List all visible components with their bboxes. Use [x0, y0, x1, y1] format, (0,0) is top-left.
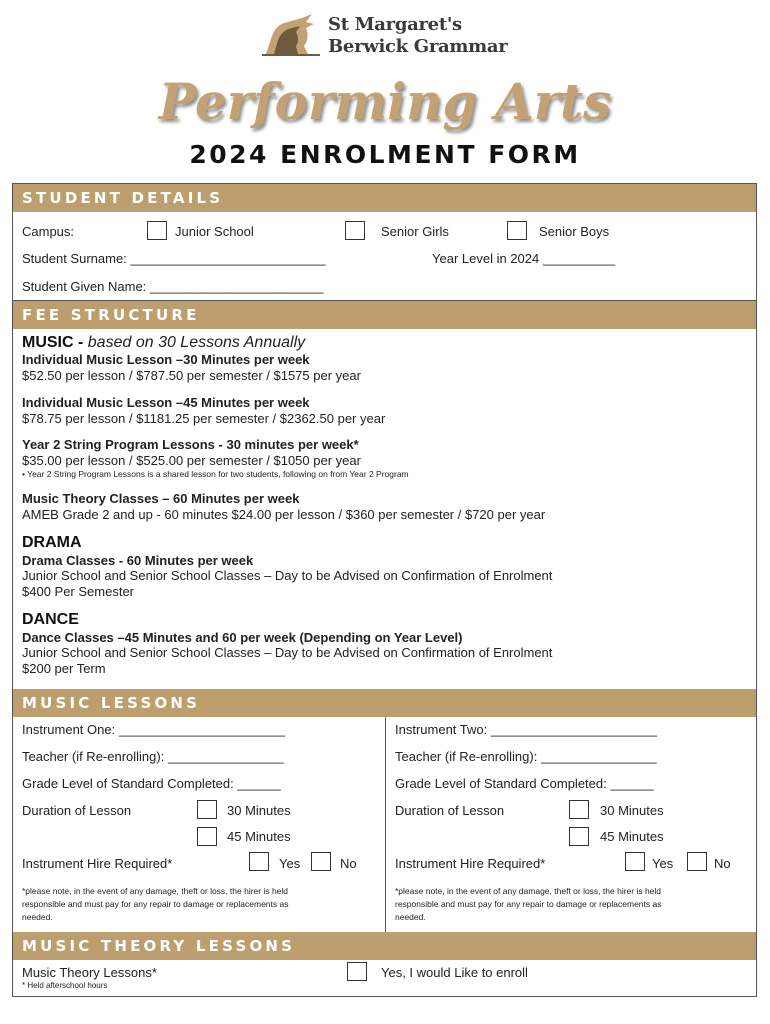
student-given-name-field[interactable]: Student Given Name: ________________________ [22, 279, 324, 294]
teacher-field-right[interactable]: Teacher (if Re-enrolling): ________________ [395, 749, 657, 764]
campus-senior-girls-checkbox[interactable] [345, 221, 365, 240]
instrument-two-field[interactable]: Instrument Two: _______________________ [395, 722, 658, 737]
grade-field-left[interactable]: Grade Level of Standard Completed: ______ [22, 776, 281, 791]
campus-junior-checkbox[interactable] [147, 221, 167, 240]
drama-line: Junior School and Senior School Classes – Day to be Advised on Confirmation of Enrolment [22, 568, 553, 583]
grade-field-right[interactable]: Grade Level of Standard Completed: ______ [395, 776, 654, 791]
duration-label-right: Duration of Lesson [395, 803, 505, 818]
fee-item-line: $52.50 per lesson / $787.50 per semester / $1575 per year [22, 368, 361, 383]
form-subtitle: 2024 ENROLMENT FORM [189, 140, 581, 169]
note-line: *please note, in the event of any damage, theft or loss, the hirer is held [22, 886, 289, 896]
hire-no-label-left: No [340, 856, 357, 871]
note-line: responsible and must pay for any repair to damage or replacements as [395, 899, 662, 909]
hire-yes-checkbox-right[interactable] [625, 852, 645, 871]
duration-45-label-left: 45 Minutes [227, 829, 291, 844]
music-fee-heading [22, 334, 305, 352]
school-logo [262, 12, 522, 62]
fee-item-title: Individual Music Lesson –45 Minutes per week [22, 395, 310, 410]
hire-note-left [22, 885, 288, 924]
dance-heading: DANCE [22, 611, 79, 628]
hire-yes-label-left: Yes [279, 856, 301, 871]
duration-45-checkbox-left[interactable] [197, 827, 217, 846]
dance-line: Junior School and Senior School Classes – Day to be Advised on Confirmation of Enrolment [22, 645, 553, 660]
school-name-line2: Berwick Grammar [328, 36, 508, 57]
note-line: *please note, in the event of any damage, theft or loss, the hirer is held [395, 886, 662, 896]
note-line: needed. [22, 912, 53, 922]
drama-fee: $400 Per Semester [22, 584, 135, 599]
instrument-one-field[interactable]: Instrument One: _______________________ [22, 722, 286, 737]
dance-title: Dance Classes –45 Minutes and 60 per week (Depending on Year Level) [22, 630, 463, 645]
teacher-field-left[interactable]: Teacher (if Re-enrolling): ________________ [22, 749, 284, 764]
campus-senior-boys-label: Senior Boys [539, 224, 610, 239]
drama-heading: DRAMA [22, 534, 82, 551]
student-surname-field[interactable]: Student Surname: ___________________________ [22, 251, 326, 266]
campus-senior-girls-label: Senior Girls [381, 224, 449, 239]
hire-label-left: Instrument Hire Required* [22, 856, 173, 871]
hire-note-right [395, 885, 661, 924]
page-title: Performing Arts [158, 72, 612, 131]
theory-enroll-label: Yes, I would Like to enroll [381, 965, 528, 980]
duration-45-checkbox-right[interactable] [569, 827, 589, 846]
hire-no-checkbox-right[interactable] [687, 852, 707, 871]
duration-label-left: Duration of Lesson [22, 803, 132, 818]
hire-yes-label-right: Yes [652, 856, 674, 871]
duration-30-label-left: 30 Minutes [227, 803, 291, 818]
fee-item-line: $78.75 per lesson / $1181.25 per semester / $2362.50 per year [22, 411, 386, 426]
theory-label: Music Theory Lessons* [22, 965, 157, 980]
unicorn-crest-icon [262, 14, 320, 56]
fee-item-line: AMEB Grade 2 and up - 60 minutes $24.00 per lesson / $360 per semester / $720 per year [22, 507, 546, 522]
fee-item-line: $35.00 per lesson / $525.00 per semester / $1050 per year [22, 453, 361, 468]
fee-item-title: Individual Music Lesson –30 Minutes per week [22, 352, 310, 367]
enrolment-form [12, 183, 757, 997]
note-line: needed. [395, 912, 426, 922]
campus-senior-boys-checkbox[interactable] [507, 221, 527, 240]
school-name-line1: St Margaret's [328, 14, 462, 35]
duration-30-label-right: 30 Minutes [600, 803, 664, 818]
hire-no-checkbox-left[interactable] [311, 852, 331, 871]
duration-45-label-right: 45 Minutes [600, 829, 664, 844]
dance-fee: $200 per Term [22, 661, 106, 676]
student-details-heading: STUDENT DETAILS [13, 184, 756, 212]
hire-label-right: Instrument Hire Required* [395, 856, 546, 871]
drama-title: Drama Classes - 60 Minutes per week [22, 553, 254, 568]
fee-item-note: • Year 2 String Program Lessons is a shared lesson for two students, following on from Year 2 Program [22, 469, 409, 479]
column-divider [385, 717, 386, 932]
theory-sub-note: * Held afterschool hours [22, 981, 108, 990]
hire-yes-checkbox-left[interactable] [249, 852, 269, 871]
music-theory-heading: MUSIC THEORY LESSONS [13, 932, 756, 960]
theory-enroll-checkbox[interactable] [347, 962, 367, 981]
hire-no-label-right: No [714, 856, 731, 871]
music-heading-label: MUSIC - [22, 334, 88, 351]
fee-structure-heading: FEE STRUCTURE [13, 301, 756, 329]
campus-label: Campus: [22, 224, 75, 239]
campus-junior-label: Junior School [175, 224, 254, 239]
fee-item-title: Year 2 String Program Lessons - 30 minutes per week* [22, 437, 359, 452]
duration-30-checkbox-right[interactable] [569, 800, 589, 819]
fee-item-title: Music Theory Classes – 60 Minutes per week [22, 491, 300, 506]
year-level-field[interactable]: Year Level in 2024 __________ [432, 251, 616, 266]
music-heading-sub: based on 30 Lessons Annually [87, 334, 306, 351]
note-line: responsible and must pay for any repair to damage or replacements as [22, 899, 289, 909]
music-lessons-heading: MUSIC LESSONS [13, 689, 756, 717]
duration-30-checkbox-left[interactable] [197, 800, 217, 819]
